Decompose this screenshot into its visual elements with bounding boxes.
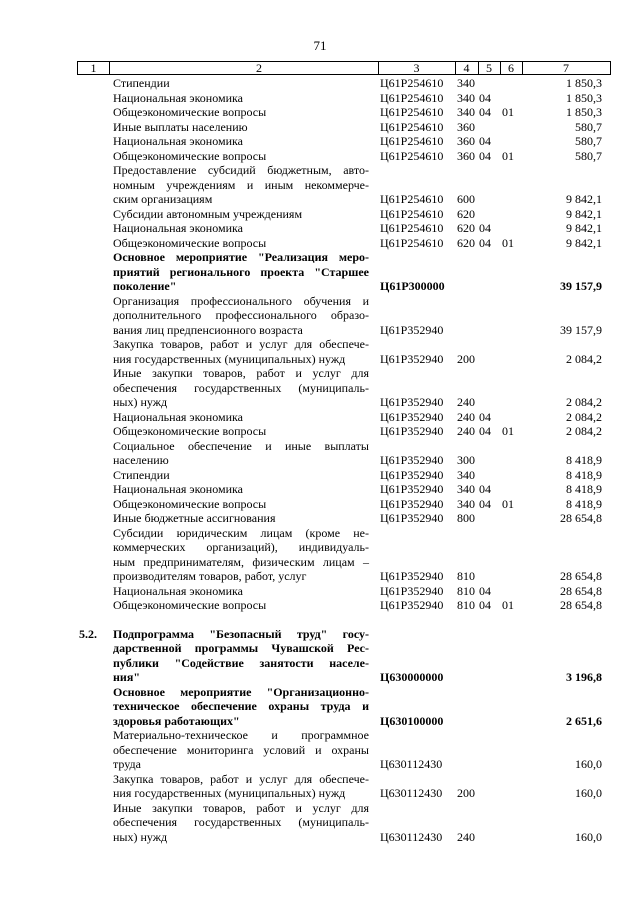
row-code: Ц61Р352940 (380, 467, 444, 482)
row-name (113, 468, 369, 483)
row-col-4: 810 (457, 598, 475, 612)
row-col-5: 04 (479, 409, 491, 424)
row-code: Ц61Р352940 (380, 511, 444, 525)
row-amount: 8 418,9 (566, 496, 602, 511)
table-row (0, 468, 640, 483)
row-name (113, 482, 369, 497)
row-name-line: Основное мероприятие "Реализация меро- (113, 250, 369, 264)
row-name (113, 511, 369, 526)
row-code: Ц61Р352940 (380, 424, 444, 438)
row-code: Ц630112430 (380, 829, 443, 844)
row-amount: 1 850,3 (566, 76, 602, 90)
row-name-line: Основное мероприятие "Организационно- (113, 684, 369, 699)
header-col-1: 1 (90, 61, 97, 75)
row-name (113, 598, 369, 613)
table-row (0, 728, 640, 772)
row-amount: 9 842,1 (566, 206, 602, 221)
row-name (113, 76, 369, 91)
row-amount: 28 654,8 (560, 569, 602, 583)
row-name (113, 134, 369, 149)
row-amount: 1 850,3 (566, 90, 602, 105)
table-row (0, 598, 640, 613)
table-row (0, 584, 640, 599)
row-name-line: ния государственных (муниципальных) нужд (113, 351, 346, 366)
row-col-4: 810 (457, 569, 475, 583)
table-row (0, 511, 640, 526)
row-col-5: 04 (479, 134, 491, 148)
row-name (113, 584, 369, 599)
row-name-line: Общеэкономические вопросы (113, 598, 267, 612)
table-row (0, 366, 640, 410)
row-col-4: 360 (457, 134, 475, 148)
row-amount: 9 842,1 (566, 221, 602, 235)
row-col-4: 240 (457, 424, 475, 438)
header-col-3: 3 (413, 61, 420, 75)
row-name-line: Национальная экономика (113, 409, 243, 424)
row-col-4: 800 (457, 511, 475, 525)
row-code: Ц630100000 (380, 713, 444, 728)
row-col-4: 200 (457, 351, 475, 366)
row-amount: 1 850,3 (566, 105, 602, 119)
row-col-6: 01 (502, 598, 514, 612)
row-col-4: 360 (457, 119, 475, 134)
table-row (0, 149, 640, 164)
row-name-line: Организация профессионального обучения и (113, 293, 369, 308)
row-name-line: Общеэкономические вопросы (113, 235, 267, 250)
row-name (113, 250, 369, 294)
row-name-line: Закупка товаров, работ и услуг для обеспече- (113, 771, 369, 786)
row-code: Ц61Р254610 (380, 192, 444, 206)
row-name-line: вания лиц предпенсионного возраста (113, 322, 303, 337)
row-col-6: 01 (502, 105, 514, 119)
row-name-line: Общеэкономические вопросы (113, 105, 267, 119)
row-name (113, 337, 369, 366)
row-name-line: здоровья работающих" (113, 713, 240, 728)
row-name-line: Материально-техническое и программное (113, 728, 369, 742)
row-code: Ц61Р352940 (380, 322, 444, 337)
row-name-line: дополнительного профессионального образо- (113, 308, 369, 322)
row-col-5: 04 (479, 424, 491, 438)
row-name-line: Общеэкономические вопросы (113, 496, 267, 511)
row-name (113, 410, 369, 425)
row-name-line: публики "Содействие занятости населе- (113, 655, 369, 670)
row-name (113, 236, 369, 251)
row-code: Ц61Р352940 (380, 583, 444, 598)
row-col-6: 01 (502, 424, 514, 438)
table-row (0, 294, 640, 338)
row-name (113, 207, 369, 222)
row-name (113, 221, 369, 236)
row-name-line: номным учреждениям и иным некоммерче- (113, 177, 369, 192)
row-name-line: производителям товаров, работ, услуг (113, 569, 307, 583)
row-name-line: ных) нужд (113, 395, 168, 409)
table-body (0, 76, 640, 844)
table-row (0, 105, 640, 120)
row-col-5: 04 (479, 482, 491, 496)
row-name (113, 627, 369, 685)
row-code: Ц61Р352940 (380, 453, 444, 467)
row-name (113, 424, 369, 439)
table-row (0, 526, 640, 584)
row-amount: 39 157,9 (560, 322, 602, 337)
row-col-4: 300 (457, 453, 475, 467)
row-amount: 2 084,2 (566, 424, 602, 438)
row-name-line: обеспечения государственных (муниципаль- (113, 815, 369, 829)
table-row (0, 482, 640, 497)
row-name-line: ским организациям (113, 192, 213, 206)
header-col-4: 4 (463, 61, 470, 75)
row-name-line: Подпрограмма "Безопасный труд" госу- (113, 626, 369, 641)
table-row (0, 685, 640, 729)
row-name-line: Национальная экономика (113, 482, 243, 496)
row-name-line: Стипендии (113, 467, 170, 482)
row-col-4: 340 (457, 467, 475, 482)
row-amount: 8 418,9 (566, 482, 602, 496)
row-name (113, 497, 369, 512)
row-name (113, 772, 369, 801)
row-col-4: 620 (457, 235, 475, 250)
row-code: Ц61Р352940 (380, 409, 444, 424)
table-row (0, 497, 640, 512)
row-amount: 2 084,2 (566, 351, 602, 366)
table-row (0, 120, 640, 135)
table-row (0, 76, 640, 91)
row-name-line: дарственной программы Чувашской Рес- (113, 641, 369, 655)
row-code: Ц61Р254610 (380, 76, 444, 90)
row-code: Ц61Р352940 (380, 496, 444, 511)
row-col-5: 04 (479, 148, 491, 163)
row-col-4: 340 (457, 76, 475, 90)
row-name-line: поколение" (113, 279, 177, 293)
row-code: Ц61Р352940 (380, 351, 444, 366)
row-name (113, 685, 369, 729)
row-name-line: Общеэкономические вопросы (113, 148, 267, 163)
table-row (0, 91, 640, 106)
row-amount: 39 157,9 (560, 279, 602, 293)
row-name (113, 163, 369, 207)
table-row (0, 163, 640, 207)
row-amount: 2 651,6 (566, 713, 602, 728)
row-col-4: 340 (457, 105, 475, 119)
row-name (113, 294, 369, 338)
row-col-4: 340 (457, 482, 475, 496)
row-col-4: 810 (457, 583, 475, 598)
row-name-line: ным предпринимателям, физическим лицам – (113, 554, 369, 569)
header-col-5: 5 (486, 61, 492, 75)
row-name (113, 120, 369, 135)
row-amount: 2 084,2 (566, 409, 602, 424)
row-amount: 28 654,8 (560, 511, 602, 525)
row-amount: 3 196,8 (566, 670, 602, 684)
row-col-5: 04 (479, 598, 491, 612)
row-name-line: труда (113, 757, 141, 771)
table-header (77, 61, 611, 75)
row-amount: 2 084,2 (566, 395, 602, 409)
row-amount: 28 654,8 (560, 583, 602, 598)
header-col-2: 2 (256, 61, 262, 75)
row-name-line: обеспечения государственных (муниципаль- (113, 380, 369, 395)
row-col-6: 01 (502, 235, 514, 250)
row-name-line: Иные выплаты населению (113, 119, 248, 134)
row-code: Ц630112430 (380, 786, 443, 800)
row-amount: 9 842,1 (566, 235, 602, 250)
table-row (0, 221, 640, 236)
row-col-5: 04 (479, 496, 491, 511)
row-name-line: приятий регионального проекта "Старшее (113, 264, 369, 279)
table-row (0, 134, 640, 149)
row-code: Ц61Р254610 (380, 105, 444, 119)
row-name-line: техническое обеспечение охраны труда и (113, 699, 369, 713)
row-name-line: коммерческих организаций), индивидуаль- (113, 540, 369, 554)
table-row (0, 337, 640, 366)
row-amount: 9 842,1 (566, 192, 602, 206)
row-code: Ц61Р352940 (380, 395, 444, 409)
row-name-line: населению (113, 453, 169, 467)
row-name (113, 149, 369, 164)
row-name-line: ных) нужд (113, 829, 168, 844)
row-col-4: 240 (457, 395, 475, 409)
table-row (0, 627, 640, 685)
row-name-line: Социальное обеспечение и иные выплаты (113, 438, 369, 453)
row-col-4: 620 (457, 206, 475, 221)
row-name-line: обеспечение мониторинга условий и охраны (113, 742, 369, 757)
row-col-6: 01 (502, 148, 514, 163)
row-name-line: Иные закупки товаров, работ и услуг для (113, 366, 369, 380)
row-col-4: 240 (457, 409, 475, 424)
row-amount: 580,7 (575, 134, 602, 148)
row-col-5: 04 (479, 105, 491, 119)
row-name-line: ния государственных (муниципальных) нужд (113, 786, 346, 800)
row-code: Ц61Р254610 (380, 235, 444, 250)
row-amount: 8 418,9 (566, 467, 602, 482)
row-col-4: 340 (457, 90, 475, 105)
row-name-line: Стипендии (113, 76, 170, 90)
row-col-4: 340 (457, 496, 475, 511)
row-amount: 580,7 (575, 119, 602, 134)
row-code: Ц630112430 (380, 757, 443, 771)
row-name-line: Иные закупки товаров, работ и услуг для (113, 800, 369, 815)
row-name-line: Национальная экономика (113, 90, 243, 105)
row-col-5: 04 (479, 221, 491, 235)
row-name (113, 526, 369, 584)
row-name-line: Субсидии юридическим лицам (кроме не- (113, 525, 369, 540)
row-code: Ц61Р352940 (380, 482, 444, 496)
row-name-line: Национальная экономика (113, 134, 243, 148)
table-row (0, 439, 640, 468)
row-name (113, 91, 369, 106)
row-number: 5.2. (79, 626, 97, 641)
header-col-7: 7 (563, 61, 569, 75)
row-code: Ц61Р254610 (380, 119, 444, 134)
row-code: Ц61Р352940 (380, 569, 444, 583)
row-gap (0, 613, 640, 627)
header-col-6: 6 (508, 61, 514, 75)
row-code: Ц61Р254610 (380, 148, 444, 163)
row-amount: 28 654,8 (560, 598, 602, 612)
row-amount: 160,0 (575, 786, 602, 800)
page-number: 71 (313, 38, 327, 53)
row-code: Ц61Р352940 (380, 598, 444, 612)
row-col-5: 04 (479, 90, 491, 105)
row-name (113, 439, 369, 468)
row-amount: 580,7 (575, 148, 602, 163)
row-col-5: 04 (479, 583, 491, 598)
row-code: Ц61Р254610 (380, 221, 444, 235)
row-name-line: Предоставление субсидий бюджетным, авто- (113, 163, 369, 177)
row-name-line: Субсидии автономным учреждениям (113, 206, 303, 221)
row-name-line: Национальная экономика (113, 583, 243, 598)
row-col-4: 600 (457, 192, 475, 206)
row-name-line: Национальная экономика (113, 221, 243, 235)
table-row (0, 424, 640, 439)
row-col-4: 240 (457, 829, 475, 844)
row-name (113, 105, 369, 120)
row-code: Ц61Р254610 (380, 206, 444, 221)
row-name-line: Закупка товаров, работ и услуг для обеспече- (113, 337, 369, 351)
row-code: Ц61Р254610 (380, 134, 444, 148)
row-amount: 160,0 (575, 829, 602, 844)
row-col-4: 200 (457, 786, 475, 800)
table-row (0, 801, 640, 845)
table-row (0, 250, 640, 294)
table-row (0, 236, 640, 251)
row-name-line: Иные бюджетные ассигнования (113, 511, 276, 525)
row-col-6: 01 (502, 496, 514, 511)
row-amount: 160,0 (575, 757, 602, 771)
row-code: Ц61Р300000 (380, 279, 445, 293)
row-name (113, 366, 369, 410)
row-amount: 8 418,9 (566, 453, 602, 467)
row-code: Ц630000000 (380, 670, 444, 684)
table-row (0, 410, 640, 425)
row-col-5: 04 (479, 235, 491, 250)
row-name-line: Общеэкономические вопросы (113, 424, 267, 438)
table-row (0, 207, 640, 222)
row-name-line: ния" (113, 670, 140, 684)
row-code: Ц61Р254610 (380, 90, 444, 105)
table-row (0, 772, 640, 801)
row-name (113, 801, 369, 845)
row-col-4: 620 (457, 221, 475, 235)
row-col-4: 360 (457, 148, 475, 163)
row-name (113, 728, 369, 772)
